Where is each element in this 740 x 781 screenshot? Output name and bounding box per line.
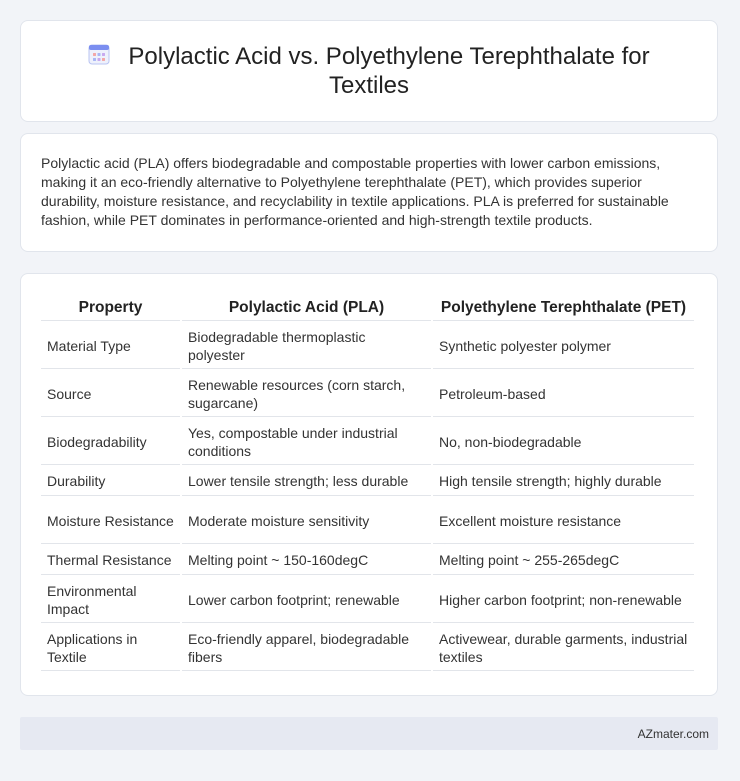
pet-cell: Synthetic polyester polymer: [433, 323, 694, 369]
calendar-icon: [88, 43, 110, 65]
property-cell: Moisture Resistance: [41, 498, 180, 544]
property-cell: Thermal Resistance: [41, 546, 180, 575]
footer-bar: [20, 717, 718, 750]
table-row: [41, 419, 694, 465]
summary-paragraph: Polylactic acid (PLA) offers biodegradable and compostable properties with lower carbon emissions, making it an eco-friendly alternative to Polyethylene terephthalate (PET), which provides superior durability, moisture resistance, and recyclability in textile applications. PLA is preferred for sustainable fashion, while PET dominates in performance-oriented and high-strength textile products.: [41, 155, 669, 228]
pla-cell: Melting point ~ 150-160degC: [182, 546, 431, 575]
pla-cell: Biodegradable thermoplastic polyester: [182, 323, 431, 369]
summary-card: [20, 133, 718, 252]
property-cell: Material Type: [41, 323, 180, 369]
header-pet: Polyethylene Terephthalate (PET): [433, 294, 694, 321]
pet-cell: Excellent moisture resistance: [433, 498, 694, 544]
table-header-row: [41, 294, 694, 321]
pla-cell: Lower tensile strength; less durable: [182, 467, 431, 496]
pla-cell: Moderate moisture sensitivity: [182, 498, 431, 544]
pet-cell: Activewear, durable garments, industrial textiles: [433, 625, 694, 671]
header-pla: Polylactic Acid (PLA): [182, 294, 431, 321]
table-row: [41, 625, 694, 671]
comparison-card: [20, 273, 718, 696]
pet-cell: Petroleum-based: [433, 371, 694, 417]
table-row: [41, 498, 694, 544]
pet-cell: High tensile strength; highly durable: [433, 467, 694, 496]
property-cell: Applications in Textile: [41, 625, 180, 671]
pla-cell: Eco-friendly apparel, biodegradable fibers: [182, 625, 431, 671]
pla-cell: Renewable resources (corn starch, sugarcane): [182, 371, 431, 417]
table-row: [41, 546, 694, 575]
table-row: [41, 371, 694, 417]
pla-cell: Lower carbon footprint; renewable: [182, 577, 431, 623]
pla-cell: Yes, compostable under industrial conditions: [182, 419, 431, 465]
title-card: [20, 20, 718, 122]
header-property: Property: [41, 294, 180, 321]
title-text: Polylactic Acid vs. Polyethylene Terephthalate for Textiles: [128, 43, 650, 99]
property-cell: Source: [41, 371, 180, 417]
property-cell: Biodegradability: [41, 419, 180, 465]
pet-cell: Melting point ~ 255-265degC: [433, 546, 694, 575]
property-cell: Durability: [41, 467, 180, 496]
pet-cell: No, non-biodegradable: [433, 419, 694, 465]
table-row: [41, 323, 694, 369]
table-row: [41, 467, 694, 496]
comparison-table: [39, 292, 696, 673]
footer-brand[interactable]: AZmater.com: [637, 726, 709, 741]
table-row: [41, 577, 694, 623]
property-cell: Environmental Impact: [41, 577, 180, 623]
page-title: [61, 42, 677, 100]
pet-cell: Higher carbon footprint; non-renewable: [433, 577, 694, 623]
